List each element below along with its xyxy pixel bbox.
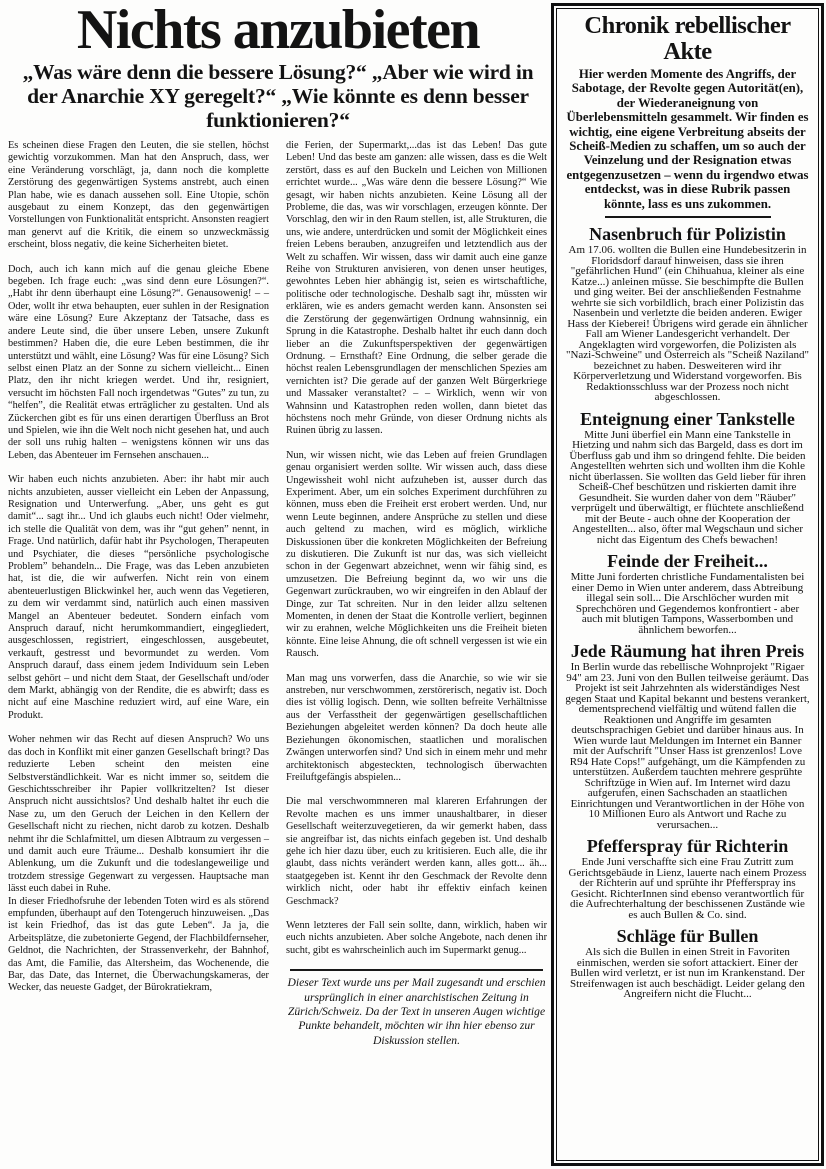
section-body: Ende Juni verschaffte sich eine Frau Zutritt zum Gerichtsgebäude in Lienz, lauerte nach einem Prozess der Richterin auf und sprühte ihr Pfefferspray ins Gesicht. RichterInnen sind ebenso verantwortlich für die Aufrechterhaltung der beschissenen Zustände wie es auch Bullen & Co. sind.	[568, 856, 807, 921]
chronicle-section	[565, 410, 810, 546]
section-heading: Feinde der Freiheit...	[607, 551, 768, 572]
intro-divider	[605, 216, 771, 218]
section-heading: Enteignung einer Tankstelle	[580, 408, 795, 429]
paragraph: Wir haben euch nichts anzubieten. Aber: ihr habt mir auch nichts anzubieten, ausser vielleicht ein Leben der Anpassung, Resignation und Unterwerfung. „Aber, uns geht es gut damit“... sagt ihr... Und ich glaubs euch nicht! Oder vielmehr, ich stelle die Qualität von dem, was ihr “gut gehen” nennt, in Frage. Und natürlich, dafür habt ihr Psychologen, Therapeuten und Psychiater, die dieses “persönliche psychologische Problem” behandeln... Die Frage, was das Leben anzubieten hat, ist die, die wir aufwerfen. Nicht rein von einem abenteuerlustigen Blickwinkel her, auch wenn das Vegetieren, zu dem wir verdammt sind, natürlich auch einen massiven Mangel an Abenteuer bedeutet. Sondern einfach vom Anspruch darauf, nicht herumkommandiert, eingegliedert, ausgeschlossen, registriert, eingeschlossen, ausgebeutet, verkauft, gestresst und bevormundet zu werden. Vom Anspruch darauf, dass einem jedem Individuum sein Leben selbst gehört – und nicht dem Staat, der Gesellschaft und/oder dem Markt, abhängig von der Rendite, die es abwirft; dass es nicht auf eine Maschine reduziert wird, auf eine Ware, ein Produkt.	[8, 474, 269, 721]
chronicle-section	[565, 642, 810, 830]
paragraph: Doch, auch ich kann mich auf die genau gleiche Ebene begeben. Ich frage euch: „was sind denn eure Lösungen?“. „Habt ihr denn überhaupt eine Lösung?“. Genausowenig! – – Oder, wollt ihr etwa behaupten, euer suhlen in der Resignation wäre eine Lösung? Eure Akzeptanz der Tatsache, dass es andere Leute sind, die über unsere Leben, unsere Zukunft bestimmen? Haben die, die eure Leben bestimmen, die ihr unterstützt und wählt, eine Lösung? Was für eine Lösung? Sich selbst einen Platz an der Sonne zu sichern vielleicht... Einen Platz, den ihr nicht kriegen werdet. Und ihr, resigniert, versucht im höchsten Fall noch irgendetwas “Gutes” zu tun, zu “helfen”, die Realität etwas erträglicher zu gestalten. Und als Zückerchen gibt es für uns einen derartigen Überfluss an Brot und Spielen, wie ihn die Welt noch nicht gesehen hat, und auch der soll uns ruhig halten – wenigstens können wir uns das Leben, das Abenteuer im Fernsehen anschauen...	[8, 263, 269, 461]
article-columns	[8, 140, 548, 1060]
section-body: Mitte Juni überfiel ein Mann eine Tankstelle in Hietzing und nahm sich das Bargeld, dass es dort im Überfluss gab und ihm so dringend fehlte. Die beiden Angestellten wehrten sich und wollten ihm die Kohle nicht überlassen. Sie wollten das Geld lieber für ihren Scheiß-Chef beschützen und riskierten damit ihre Gesundheit. Sie wurden daher von dem "Räuber" verprügelt und überwältigt, er flüchtete anschließend mit der Beute - auch ohne der Kooperation der Angestellten... also, öfter mal Wegschaun und sicher nicht das Eigentum des Chefs bewachen!	[569, 428, 806, 546]
article	[8, 0, 548, 1060]
chronicle-intro: Hier werden Momente des Angriffs, der Sabotage, der Revolte gegen Autorität(en), der Wiederaneignung von Überlebensmitteln gesammelt. Wir finden es wichtig, eine eigene Verbreitung abseits der Scheiß-Medien zu schaffen, um so auch der Veinzelung und der Resignation etwas entgegenzusetzen – wenn du irgendwo etwas entdeckst, was in diese Rubrik passen könnte, lass es uns zukommen.	[566, 67, 809, 211]
footnote-divider	[290, 969, 543, 971]
paragraph: Wenn letzteres der Fall sein sollte, dann, wirklich, haben wir euch nichts anzubieten. Aber solche Angebote, nach denen ihr sucht, gibt es wahrscheinlich auch im Supermarkt genug...	[286, 919, 547, 956]
chronicle-box-inner	[556, 8, 819, 1161]
section-body: Am 17.06. wollten die Bullen eine Hundebesitzerin in Floridsdorf darauf hinweisen, dass sie ihren "gefährlichen Hund" (ein Chihuahua, kleiner als eine Katze...) anleinen müsse. Sie beschimpfte die Bullen und ging weiter. Bei der anschließenden Festnahme wehrte sie sich vorbildlich, brach einer Polizistin das Nasenbein und verletzte die beiden anderen. Ewiger Hass der Kieberei! Übrigens wird gerade ein ähnlicher Fall am Wiener Landesgericht verhandelt. Der Angeklagten wird vorgeworfen, die Polizisten als "Nazi-Schweine" und Österreich als "Scheiß Naziland" bezeichnet zu haben. Desweiteren wird ihr Körperverletzung und Widerstand vorgeworfen. Bis Redaktionsschluss war der Prozess noch nicht abgeschlossen.	[565, 244, 810, 404]
article-subtitle: „Was wäre denn die bessere Lösung?“ „Aber wie wird in der Anarchie XY geregelt?“ „Wie könnte es denn besser funktionieren?“	[22, 60, 534, 132]
paragraph: die Ferien, der Supermarkt,...das ist das Leben! Das gute Leben! Und das beste am ganzen: alle wissen, dass es die Welt zerstört, dass es auf den Buckeln und Leichen von Millionen errichtet wurde... „Was wäre denn die bessere Lösung?“ Wie gesagt, wir haben nichts anzubieten. Keine Lösung all der Probleme, die das, was wir vorschlagen, erzeugen könnte. Der Vorschlag, den wir in den Raum stellen, ist, alle Strukturen, die uns, wie andere, unterdrücken und somit der Möglichkeit eines freien Lebens berauben, anzugreifen und letztendlich aus der Welt zu schaffen. Wir wissen, dass wir damit auch eine ganze Reihe von Strukturen anvisieren, von denen unser heutiges, gewohntes Leben hier abhängig ist, seien es wirtschaftliche, politische oder technologische. Deshalb sagt ihr, müssten wir erklären, wie es anders gemacht werden kann. Ansonsten sei die Zerstörung der gegenwärtigen Ordnung wahnsinnig, ein Sprung in die Katastrophe. Deshalb haltet ihr euch dann doch lieber an die Zukunftsperspektiven der gegenwärtigen Ordnung. – Ernsthaft? Eine Ordnung, die selber gerade die höchst realen Lebensgrundlagen der menschlichen Spezies am vernichten ist? Die gerade auf der ganzen Welt Bürgerkriege und Massaker veranstaltet? – – Wirklich, wenn wir von Wahnsinn und Katastrophen reden wollen, dann bietet das höchstens noch mehr Gründe, von dieser Ordnung nichts als Ruinen übrig zu lassen.	[286, 140, 547, 437]
section-body: Mitte Juni forderten christliche Fundamentalisten bei einer Demo in Wien unter anderem, dass Abtreibung illegal sein soll... Die Arschlöcher wurden mit Sprechchören und Gegendemos konfrontiert - aber auch mit blutigen Tampons, Wasserbomben und ähnlichem beworfen...	[570, 571, 805, 636]
paragraph: Woher nehmen wir das Recht auf diesen Anspruch? Wo uns das doch in Konflikt mit einer ganzen Gesellschaft bringt? Das reduzierte Leben scheint den meisten eine Selbstverständlichkeit. War es nicht immer so, seitdem die Geschichtsschreiber ihr Papier vollkritzelten? Ist dieser Anspruch nicht aussichtslos? Und deshalb haltet ihr euch die Nase zu, um den Geruch der Leichen in den Kellern der Gesellschaft nicht zu riechen, nicht darob zu kotzen. Deshalb nehmt ihr die Schlafmittel, um diesen Albtraum zu vergessen – und damit auch eure Träume... Deshalb konsumiert ihr die Ablenkung, um die Zukunft und die todeslangeweilige und trotzdem stressige Gegenwart zu vergessen. Hauptsache man lässt euch dabei in Ruhe.	[8, 734, 269, 895]
chronicle-section	[565, 837, 810, 920]
section-body: Als sich die Bullen in einen Streit in Favoriten einmischen, werden sie sofort attackiert. Einer der Bullen wird verletzt, er ist nun im Krankenstand. Der Streifenwagen ist auch beschädigt. Leider gelang den Angreifern nicht die Flucht...	[570, 946, 805, 1001]
section-heading: Jede Räumung hat ihren Preis	[570, 641, 805, 662]
chronicle-section	[565, 552, 810, 635]
paragraph: In dieser Friedhofsruhe der lebenden Toten wird es als störend empfunden, überhaupt auf den Totengeruch hinzuweisen. „Das ist kein Friedhof, das ist das gute Leben“. Ja ja, die Arbeitsplätze, die zubetonierte Gegend, der Flachbildfernseher, Geldnot, die Nachrichten, der Strassenverkehr, der Bahnhof, das Amt, die Familie, das Altersheim, das Wochenende, die Bar, das Date, das Internet, die Überwachungskameras, der Wecker, das neueste Gadget, der Bürokratiekram,	[8, 895, 269, 994]
article-column-2	[286, 140, 547, 1060]
article-column-1	[8, 140, 269, 1060]
chronicle-section	[565, 927, 810, 1000]
paragraph: Die mal verschwommneren mal klareren Erfahrungen der Revolte machen es uns immer unaushaltbarer, in dieser Gesellschaft weiterzuvegetieren, da wir gemerkt haben, dass sie angreifbar ist, das nichts einfach gegeben ist. Und deshalb gehe ich hier dazu über, euch zu kritisieren. Euch alle, die ihr glaubt, dass nichts verändert werden kann, alles gott... äh... staatgegeben ist. Kennt ihr den Geschmack der Revolte denn wirklich nicht, oder habt ihr effektiv einfach keinen Geschmack?	[286, 796, 547, 907]
section-heading: Nasenbruch für Polizistin	[589, 224, 786, 245]
editorial-note: Dieser Text wurde uns per Mail zugesandt und erschien ursprünglich in einer anarchistischen Zeitung in Zürich/Schweiz. Da der Text in unseren Augen wichtige Punkte behandelt, möchten wir ihn hier ebenso zur Diskussion stellen.	[287, 976, 546, 1047]
article-title: Nichts anzubieten	[76, 0, 480, 61]
paragraph: Man mag uns vorwerfen, dass die Anarchie, so wie wir sie anstreben, nur verschwommen, zerstörerisch, negativ ist. Doch dies ist völlig logisch. Denn, wie sollten befreite Verhältnisse aus der Verfasstheit der gegenwärtigen gesellschaftlichen Beziehungen abgeleitet werden können? Da doch heute alle Beziehungen ökonomischen, staatlichen und moralischen Zwängen unterworfen sind? Und sich in einem mehr und mehr architektonisch abgesteckten, technologisch überwachten Freiluftgefängis abspielen...	[286, 672, 547, 783]
section-heading: Schläge für Bullen	[616, 926, 759, 947]
section-body: In Berlin wurde das rebellische Wohnprojekt "Rigaer 94" am 23. Juni von den Bullen teilweise geräumt. Das Projekt ist seit Jahrzehnten als widerständiges Nest gegen Staat und Kapital bekannt und bestens verankert, dementsprechend vielfältig und wütend fallen die Reaktionen und Angriffe im gesamten deutschsprachigen Gebiet und darüber hinaus aus. In Wien wurde laut Meldungen im Internet ein Banner mit der Aufschrift "Unser Hass ist grenzenlos! Love R94 Hate Cops!" aufgehängt, um die Kämpfenden zu unterstützen. Außerdem tauchten mehrere gesprühte Schriftzüge in Wien auf. Im Internet wird dazu aufgerufen, einen Sachschaden an staatlichen Einrichtungen und Verantwortlichen in der Höhe von 10 Millionen Euro als Antwort und Rache zu verursachen...	[565, 661, 810, 831]
section-heading: Pfefferspray für Richterin	[586, 836, 789, 857]
chronicle-box	[551, 3, 824, 1166]
chronicle-title: Chronik rebellischer Akte	[584, 12, 791, 65]
chronicle-section	[565, 225, 810, 403]
paragraph: Es scheinen diese Fragen den Leuten, die sie stellen, höchst gewichtig vorzukommen. Man hat den Anspruch, dass, wer eine Veränderung vorschlägt, ja, dann noch die komplette Zerstörung des gegenwärtigen Systems anstrebt, auch einen Plan habe, wie es danach aussehen soll. Eine Utopie, schön ausgebaut zu einem Konzept, das den gegenwärtigen Vorstellungen von Funktionalität entspricht. Ansonsten reagiert man genervt auf die Kritik, die einem so unzweckmässig erscheint, bloss negativ, die keine Sicherheiten bietet.	[8, 140, 269, 251]
paragraph: Nun, wir wissen nicht, wie das Leben auf freien Grundlagen genau organisiert werden sollte. Wir wissen auch, dass diese Ungewissheit wohl nicht aufzuheben ist, ausser durch das Experiment. Aber, um ein solches Experiment durchführen zu können, muss eben die Freiheit erst erobert werden. Und, nur wenn Leute beginnen, andere Ansprüche zu stellen und diese auch geltend zu machen, wird es möglich, wirkliche Diskussionen über die konkreten Möglichkeiten der Befreiung zu diskutieren. Die Zukunft ist nur das, was sich vielleicht schon in der Gegenwart abzeichnet, wenn wir fähig sind, es umzusetzen. Die Befreiung beginnt da, wo wir uns die Gegenwart zurückrauben, wo wir eingreifen in den Ablauf der Dinge, zur Tat schreiten. Nur in den leider allzu seltenen Momenten, in denen der Staat die Kontrolle verliert, beginnen wir zu erahnen, welche Möglichkeiten uns die Freiheit bieten könnte. Eine leise Ahnung, die oft schnell vergessen ist wie ein Rausch.	[286, 449, 547, 660]
